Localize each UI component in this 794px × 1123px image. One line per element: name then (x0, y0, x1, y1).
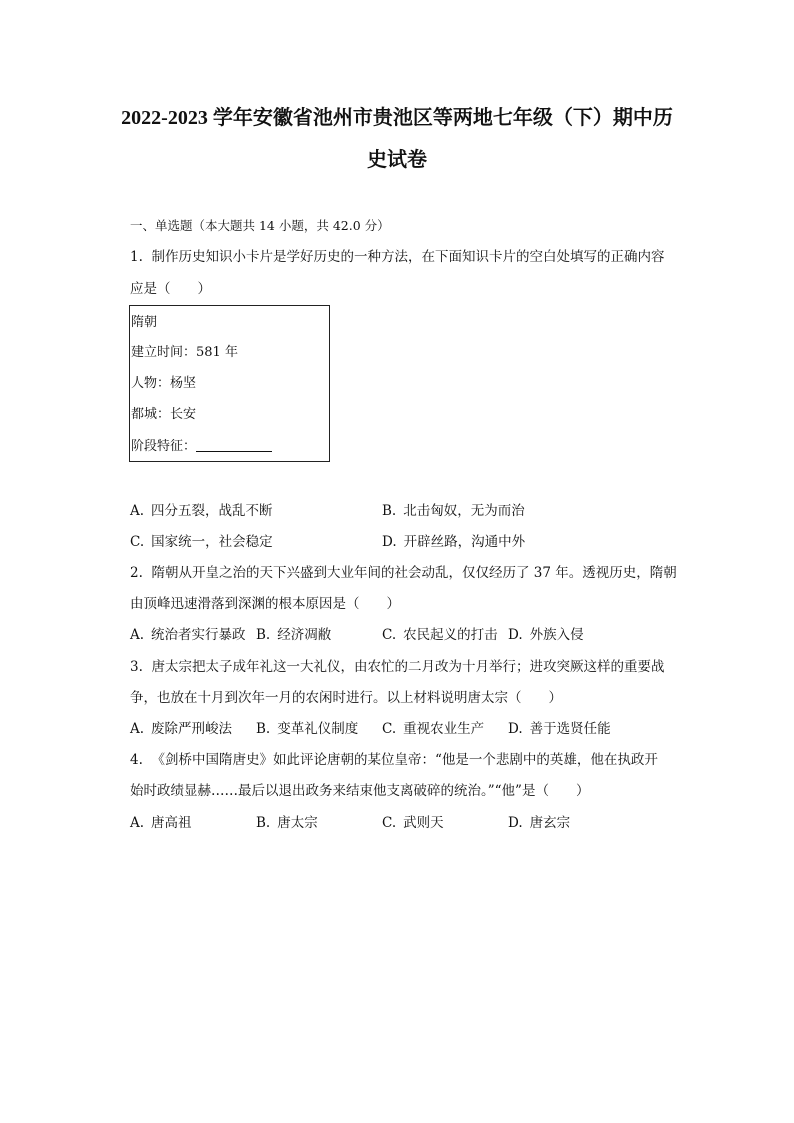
q2-option-a[interactable]: A. 统治者实行暴政 (130, 627, 246, 643)
question-1-line-2: 应是（ ） (130, 281, 211, 297)
exam-title-line-2: 史试卷 (367, 149, 427, 171)
q1-option-a[interactable]: A. 四分五裂，战乱不断 (130, 503, 273, 519)
card-founded: 建立时间：581 年 (131, 345, 238, 360)
card-feature-label: 阶段特征： (131, 439, 197, 454)
q1-option-b[interactable]: B. 北击匈奴，无为而治 (382, 503, 525, 519)
q3-option-a[interactable]: A. 废除严刑峻法 (130, 721, 233, 737)
q4-option-b[interactable]: B. 唐太宗 (256, 815, 318, 831)
question-1-stem: 制作历史知识小卡片是学好历史的一种方法，在下面知识卡片的空白处填写的正确内容 (151, 249, 665, 265)
question-3-line-2: 争，也放在十月到次年一月的农闲时进行。以上材料说明唐太宗（ ） (130, 690, 562, 706)
q1-option-c[interactable]: C. 国家统一，社会稳定 (130, 534, 273, 550)
question-3-stem: 唐太宗把太子成年礼这一大礼仪，由农忙的二月改为十月举行；进攻突厥这样的重要战 (151, 659, 665, 675)
q3-option-c[interactable]: C. 重视农业生产 (382, 721, 485, 737)
section-heading: 一、单选题（本大题共 14 小题，共 42.0 分） (130, 218, 390, 233)
question-2-line-2: 由顶峰迅速滑落到深渊的根本原因是（ ） (130, 596, 400, 612)
knowledge-card (129, 305, 330, 462)
exam-title-line-1: 2022-2023 学年安徽省池州市贵池区等两地七年级（下）期中历 (121, 107, 673, 129)
q2-option-c[interactable]: C. 农民起义的打击 (382, 627, 498, 643)
card-capital: 都城：长安 (131, 407, 197, 422)
q2-option-b[interactable]: B. 经济凋敝 (256, 627, 332, 643)
question-3-number: 3. (130, 659, 143, 675)
q4-option-d[interactable]: D. 唐玄宗 (508, 815, 571, 831)
fill-in-blank (196, 437, 272, 452)
q4-option-c[interactable]: C. 武则天 (382, 815, 444, 831)
question-1-number: 1. (130, 249, 143, 265)
question-3-line-1 (130, 658, 664, 676)
card-person: 人物：杨坚 (131, 376, 197, 391)
q3-option-b[interactable]: B. 变革礼仪制度 (256, 721, 359, 737)
question-2-stem: 隋朝从开皇之治的天下兴盛到大业年间的社会动乱，仅仅经历了 37 年。透视历史，隋朝 (151, 565, 677, 581)
question-2-number: 2. (130, 565, 143, 581)
q3-option-d[interactable]: D. 善于选贤任能 (508, 721, 611, 737)
card-feature (131, 437, 272, 456)
question-1-line-1 (130, 248, 664, 266)
card-title: 隋朝 (131, 315, 158, 330)
q4-option-a[interactable]: A. 唐高祖 (130, 815, 192, 831)
question-2-line-1 (130, 564, 677, 582)
question-4-line-2: 始时政绩显赫……最后以退出政务来结束他支离破碎的统治。”“他”是（ ） (130, 783, 590, 799)
question-4-line-1 (130, 751, 658, 769)
q1-option-d[interactable]: D. 开辟丝路，沟通中外 (382, 534, 526, 550)
q2-option-d[interactable]: D. 外族入侵 (508, 627, 584, 643)
question-4-number: 4. (130, 752, 143, 768)
question-4-stem: 《剑桥中国隋唐史》如此评论唐朝的某位皇帝：“他是一个悲剧中的英雄，他在执政开 (151, 752, 658, 768)
